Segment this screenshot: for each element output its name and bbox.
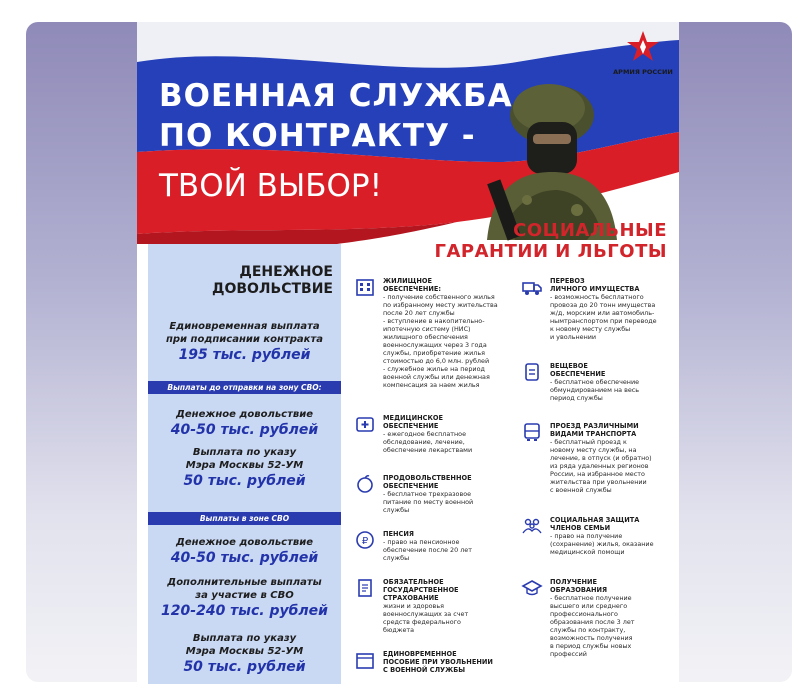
document-icon xyxy=(355,578,375,598)
payment-label: Выплата по указу Мэра Москвы 52-УМ xyxy=(185,447,304,471)
payment-block-signing xyxy=(148,320,341,364)
benefit-heading: ЖИЛИЩНОЕ ОБЕСПЕЧЕНИЕ: xyxy=(383,277,442,293)
star-emblem-icon xyxy=(623,30,663,64)
payment-value: 195 тыс. рублей xyxy=(178,347,311,363)
payment-label: Денежное довольствие xyxy=(175,537,313,548)
benefit-heading: ВЕЩЕВОЕ ОБЕСПЕЧЕНИЕ xyxy=(550,362,606,378)
benefit-heading: СОЦИАЛЬНАЯ ЗАЩИТА ЧЛЕНОВ СЕМЬИ xyxy=(550,516,640,532)
payment-label: Денежное довольствие xyxy=(175,409,313,420)
bus-icon xyxy=(522,422,542,442)
section-bar-before-svo: Выплаты до отправки на зону СВО: xyxy=(148,381,341,394)
benefit-property-transport xyxy=(522,277,682,341)
image-frame xyxy=(26,22,792,682)
benefit-body: - право на пенсионное обеспечение после 20 лет службы xyxy=(383,538,472,562)
benefit-heading: МЕДИЦИНСКОЕ ОБЕСПЕЧЕНИЕ xyxy=(383,414,443,430)
soldier-illustration xyxy=(467,60,617,240)
payment-value: 40-50 тыс. рублей xyxy=(170,422,319,438)
coin-icon xyxy=(355,530,375,550)
social-title-line-1: СОЦИАЛЬНЫЕ xyxy=(513,220,667,241)
allowance-heading-line-1: ДЕНЕЖНОЕ xyxy=(239,264,333,280)
benefit-food xyxy=(355,474,515,514)
logo-text: АРМИЯ РОССИИ xyxy=(613,68,673,76)
payment-block-allowance-1 xyxy=(148,408,341,439)
svg-text:₽: ₽ xyxy=(361,536,369,547)
poster xyxy=(137,22,679,682)
benefit-heading: ОБЯЗАТЕЛЬНОЕ ГОСУДАРСТВЕННОЕ СТРАХОВАНИЕ xyxy=(383,578,459,602)
allowance-heading-line-2: ДОВОЛЬСТВИЕ xyxy=(211,281,333,297)
benefit-heading: ПРОДОВОЛЬСТВЕННОЕ ОБЕСПЕЧЕНИЕ xyxy=(383,474,472,490)
payment-block-mayor-1 xyxy=(148,446,341,490)
benefit-body: - возможность бесплатного провоза до 20 тонн имущества ж/д, морским или автомобиль- нымтранспортом при переводе к новому месту службы и увольнении xyxy=(550,293,657,341)
payment-block-allowance-2 xyxy=(148,536,341,567)
payment-label: Выплата по указу Мэра Москвы 52-УМ xyxy=(185,633,304,657)
social-guarantees-title xyxy=(435,220,667,262)
payment-label: Единовременная выплата при подписании контракта xyxy=(165,321,323,345)
medical-icon xyxy=(355,414,375,434)
money-allowance-panel xyxy=(148,244,341,684)
benefit-insurance xyxy=(355,578,515,634)
graduation-cap-icon xyxy=(522,578,542,598)
section-bar-in-svo: Выплаты в зоне СВО xyxy=(148,512,341,525)
benefit-housing xyxy=(355,277,515,389)
benefit-education xyxy=(522,578,682,658)
army-logo xyxy=(611,30,675,82)
family-icon xyxy=(522,516,542,536)
benefit-heading: ПРОЕЗД РАЗЛИЧНЫМИ ВИДАМИ ТРАНСПОРТА xyxy=(550,422,639,438)
benefit-body: - бесплатный проезд к новому месту службы, на лечение, в отпуск (и обратно) из ряда удаленных регионов России, на избранное место жительства при увольнении с военной службы xyxy=(550,438,652,494)
uniform-icon xyxy=(522,362,542,382)
benefit-body: жизни и здоровья военнослужащих за счет средств федерального бюджета xyxy=(383,602,469,634)
benefit-clothing xyxy=(522,362,682,402)
benefit-body: - бесплатное получение высшего или среднего профессионального образования после 3 лет службы по контракту, возможность получения в период службы новых профессий xyxy=(550,594,635,658)
benefit-pension xyxy=(355,530,515,562)
payment-value: 50 тыс. рублей xyxy=(183,473,306,489)
calendar-icon xyxy=(355,650,375,670)
benefit-heading: ПЕРЕВОЗ ЛИЧНОГО ИМУЩЕСТВА xyxy=(550,277,640,293)
benefit-medical xyxy=(355,414,515,454)
payment-value: 120-240 тыс. рублей xyxy=(161,603,328,619)
social-title-line-2: ГАРАНТИИ И ЛЬГОТЫ xyxy=(434,241,667,262)
benefit-dismissal xyxy=(355,650,515,674)
building-icon xyxy=(355,277,375,297)
benefit-body: - получение собственного жилья по избранному месту жительства после 20 лет службы - вступление в накопительно- ипотечную систему (НИС) жилищного обеспечения военнослужащих через 3 года службы, приобретение жилья стоимостью до 6,0 млн. рублей - служебное жилье на период военной службы или денежная компенсация за наем жилья xyxy=(383,293,498,389)
benefit-family xyxy=(522,516,682,556)
allowance-heading xyxy=(212,264,333,298)
benefit-heading: ПОЛУЧЕНИЕ ОБРАЗОВАНИЯ xyxy=(550,578,608,594)
benefit-heading: ПЕНСИЯ xyxy=(383,530,414,538)
title-line-1: ВОЕННАЯ СЛУЖБА xyxy=(159,78,513,114)
benefit-heading: ЕДИНОВРЕМЕННОЕ ПОСОБИЕ ПРИ УВОЛЬНЕНИИ С ВОЕННОЙ СЛУЖБЫ xyxy=(383,650,493,674)
benefit-travel xyxy=(522,422,682,494)
payment-value: 40-50 тыс. рублей xyxy=(170,550,319,566)
title-line-3: ТВОЙ ВЫБОР! xyxy=(159,168,383,204)
benefit-body: - ежегодное бесплатное обследование, лечение, обеспечение лекарствами xyxy=(383,430,473,454)
payment-block-extra xyxy=(148,576,341,620)
benefit-body: - бесплатное обеспечение обмундированием на весь период службы xyxy=(550,378,640,402)
title-line-2: ПО КОНТРАКТУ - xyxy=(159,118,476,154)
benefit-body: - право на получение (сохранение) жилья, оказание медицинской помощи xyxy=(550,532,654,556)
truck-icon xyxy=(522,277,542,297)
payment-block-mayor-2 xyxy=(148,632,341,676)
apple-icon xyxy=(355,474,375,494)
payment-label: Дополнительные выплаты за участие в СВО xyxy=(167,577,322,601)
payment-value: 50 тыс. рублей xyxy=(183,659,306,675)
benefit-body: - бесплатное трехразовое питание по месту военной службы xyxy=(383,490,474,514)
